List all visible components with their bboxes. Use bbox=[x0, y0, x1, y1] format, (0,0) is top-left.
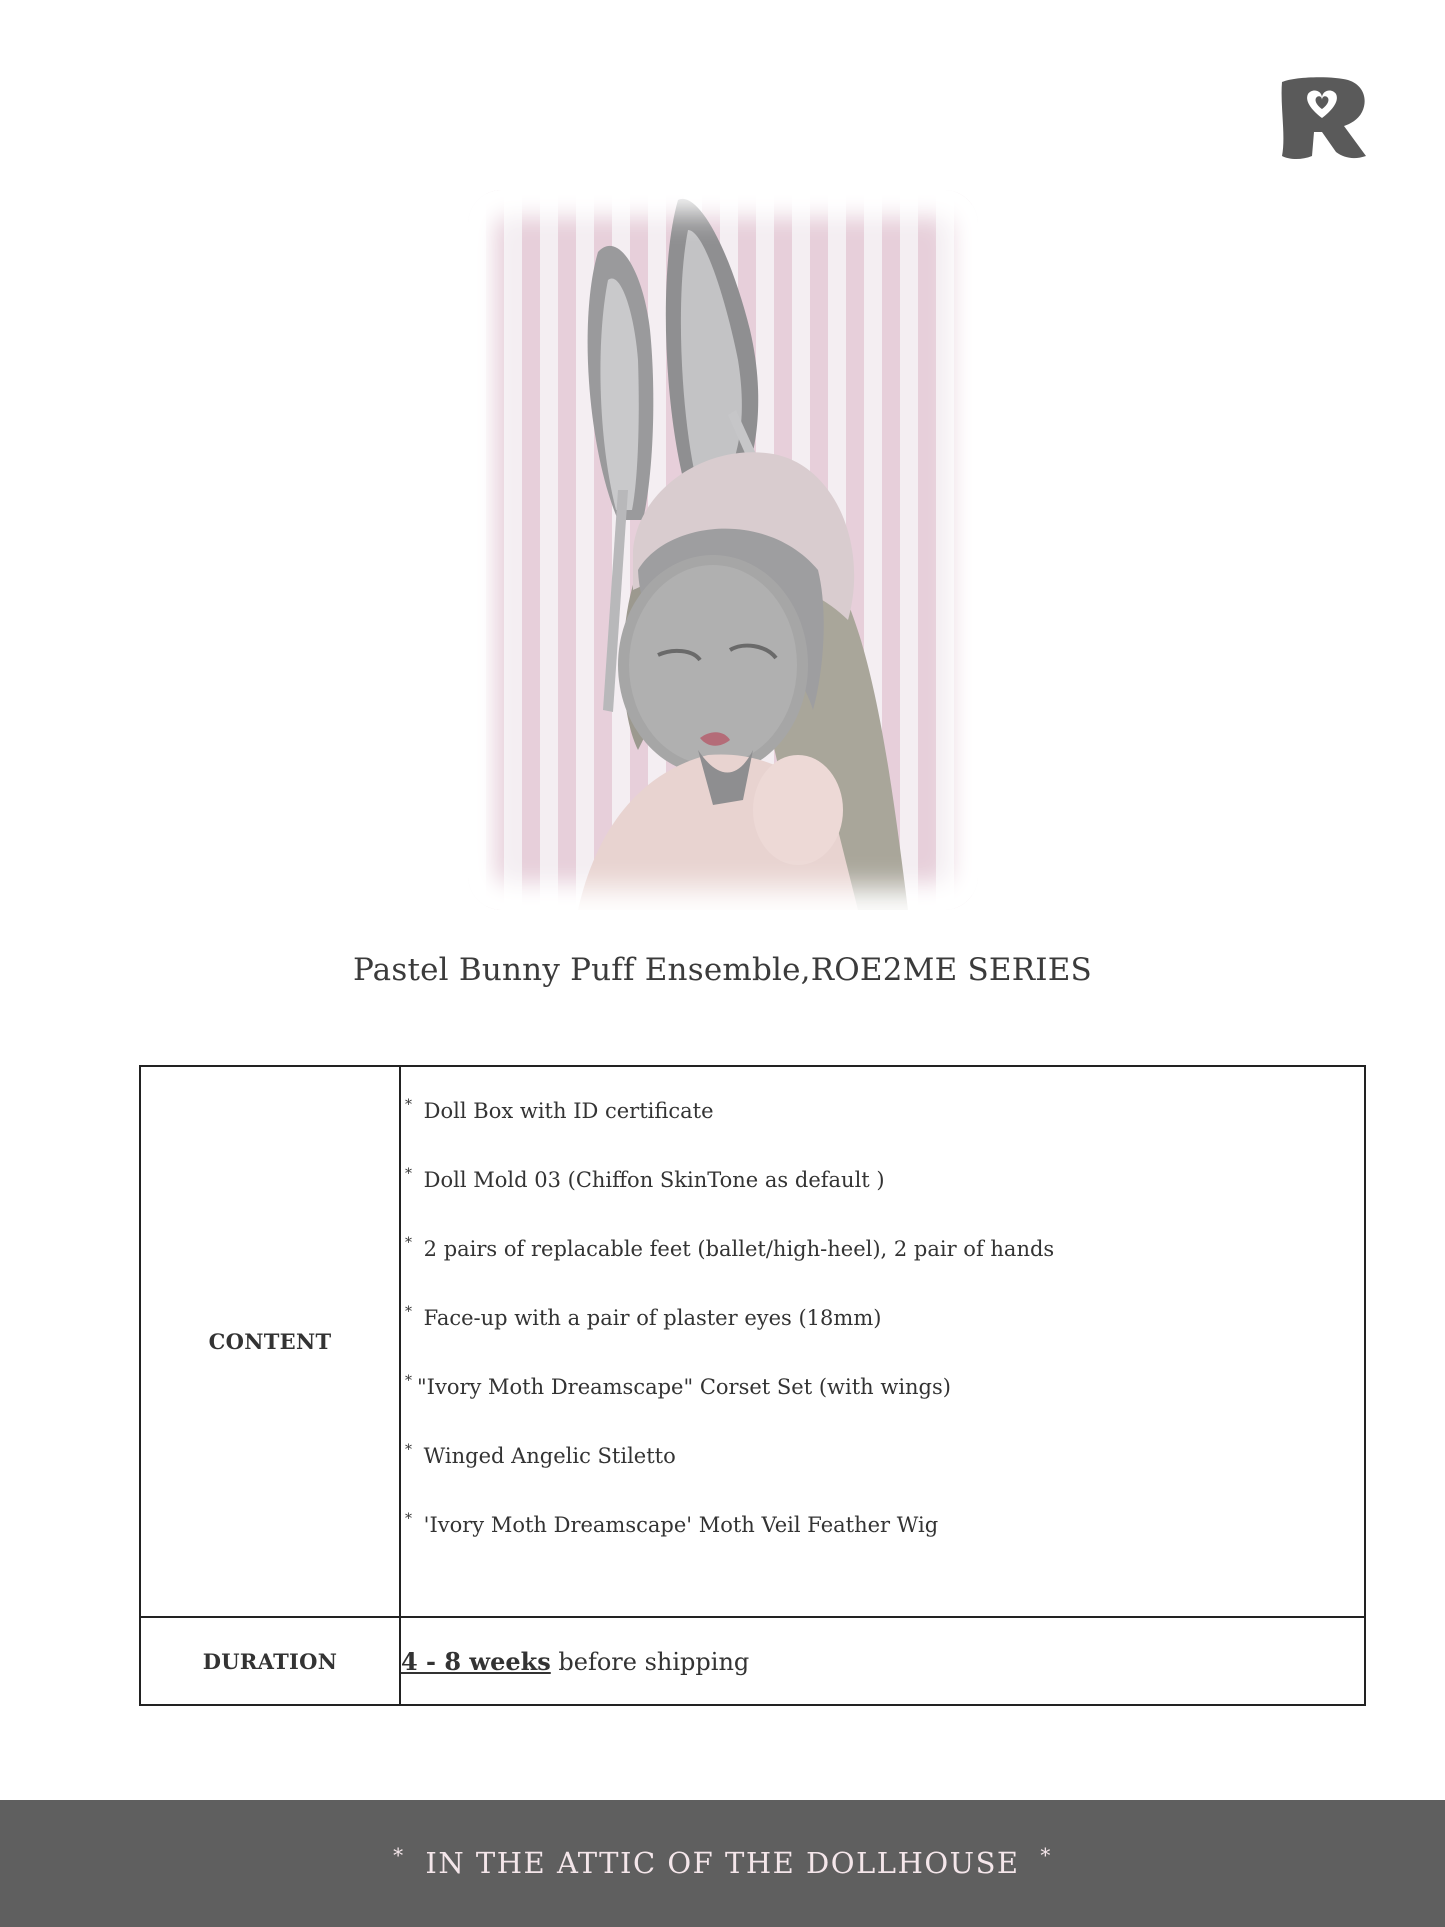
duration-weeks: 4 - 8 weeks bbox=[401, 1646, 551, 1676]
roe2me-logo-icon bbox=[1278, 76, 1370, 160]
list-item: * Face-up with a pair of plaster eyes (18mm) bbox=[405, 1304, 882, 1330]
list-item: * "Ivory Moth Dreamscape" Corset Set (with wings) bbox=[405, 1373, 951, 1399]
product-photo bbox=[468, 190, 978, 910]
footer-text: IN THE ATTIC OF THE DOLLHOUSE bbox=[425, 1846, 1020, 1880]
list-item: * Doll Box with ID certificate bbox=[405, 1097, 714, 1123]
photo-vignette bbox=[468, 190, 978, 910]
table-row bbox=[140, 1066, 1365, 1617]
content-label: CONTENT bbox=[140, 1066, 400, 1617]
duration-suffix: before shipping bbox=[550, 1647, 750, 1676]
footer-bullet-right: * bbox=[1040, 1843, 1052, 1867]
list-item: * Winged Angelic Stiletto bbox=[405, 1442, 676, 1468]
content-cell bbox=[400, 1066, 1365, 1617]
product-title: Pastel Bunny Puff Ensemble,ROE2ME SERIES bbox=[353, 952, 1092, 988]
content-list bbox=[401, 1067, 1364, 1616]
table-row bbox=[140, 1617, 1365, 1705]
list-item: * Doll Mold 03 (Chiffon SkinTone as default ) bbox=[405, 1166, 885, 1192]
list-item: * 'Ivory Moth Dreamscape' Moth Veil Feather Wig bbox=[405, 1511, 939, 1537]
duration-value bbox=[400, 1617, 1365, 1705]
footer-bullet-left: * bbox=[393, 1843, 405, 1867]
footer-banner bbox=[0, 1800, 1445, 1927]
duration-label: DURATION bbox=[140, 1617, 400, 1705]
list-item: * 2 pairs of replacable feet (ballet/high-heel), 2 pair of hands bbox=[405, 1235, 1055, 1261]
product-spec-table bbox=[139, 1065, 1366, 1706]
